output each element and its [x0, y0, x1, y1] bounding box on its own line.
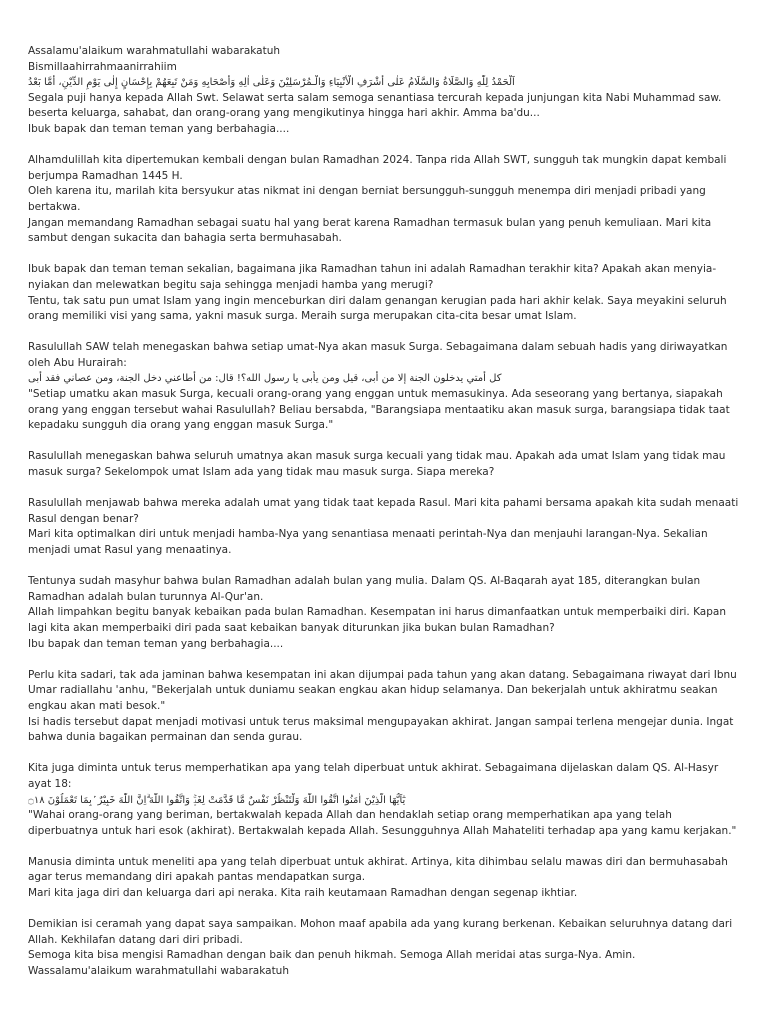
paragraph: [28, 917, 744, 979]
text-line: Oleh karena itu, marilah kita bersyukur atas nikmat ini dengan berniat bersungguh-sungguh menempa diri menjadi pribadi yang bertakwa.: [28, 185, 706, 213]
paragraph: [28, 761, 744, 839]
text-line: Demikian isi ceramah yang dapat saya sampaikan. Mohon maaf apabila ada yang kurang berkenan. Kebaikan seluruhnya datang dari Allah. Kekhilafan datang dari diri pribadi.: [28, 918, 733, 946]
paragraph: [28, 574, 744, 652]
text-line: Allah limpahkan begitu banyak kebaikan pada bulan Ramadhan. Kesempatan ini harus dimanfaatkan untuk memperbaiki diri. Kapan lagi kita akan memperbaiki diri pada saat kebaikan banyak diturunkan jika bukan bulan Ramadhan?: [28, 606, 726, 634]
text-line: "Setiap umatku akan masuk Surga, kecuali orang-orang yang enggan untuk memasukinya. Ada seseorang yang bertanya, siapakah orang yang enggan tersebut wahai Rasulullah? Beliau bersabda, "Barangsiapa mentaatiku akan masuk surga, barangsiapa tidak taat kepadaku sungguh dia orang yang enggan masuk Surga.": [28, 388, 730, 432]
text-line: Bismillaahirrahmaanirrahiim: [28, 60, 177, 73]
paragraph: [28, 262, 744, 324]
text-line: Tentu, tak satu pun umat Islam yang ingin menceburkan diri dalam genangan kerugian pada hari akhir kelak. Saya meyakini seluruh orang memiliki visi yang sama, yakni masuk surga. Meraih surga merupakan cita-cita besar umat Islam.: [28, 294, 727, 323]
document-body: [28, 44, 744, 995]
text-line: Segala puji hanya kepada Allah Swt. Selawat serta salam semoga senantiasa tercurah kepada junjungan kita Nabi Muhammad saw. beserta keluarga, sahabat, dan orang-orang yang mengikutinya hingga hari akhir. Amma ba'du...: [28, 91, 722, 120]
text-line: Assalamu'alaikum warahmatullahi wabarakatuh: [28, 45, 281, 57]
text-line: Jangan memandang Ramadhan sebagai suatu hal yang berat karena Ramadhan termasuk bulan yang penuh kemuliaan. Mari kita sambut dengan sukacita dan bahagia serta bermuhasabah.: [28, 216, 712, 245]
text-line: Alhamdulillah kita dipertemukan kembali dengan bulan Ramadhan 2024. Tanpa rida Allah SWT, sungguh tak mungkin dapat kembali berjumpa Ramadhan 1445 H.: [28, 154, 727, 182]
text-line: Isi hadis tersebut dapat menjadi motivasi untuk terus maksimal mengupayakan akhirat. Jangan sampai terlena mengejar dunia. Ingat bahwa dunia bagaikan permainan dan senda gurau.: [28, 715, 734, 744]
paragraph: [28, 855, 744, 902]
text-line: Mari kita jaga diri dan keluarga dari api neraka. Kita raih keutamaan Ramadhan dengan segenap ikhtiar.: [28, 887, 578, 900]
text-line: Rasulullah menegaskan bahwa seluruh umatnya akan masuk surga kecuali yang tidak mau. Apakah ada umat Islam yang tidak mau masuk surga? Sekelompok umat Islam ada yang tidak mau masuk surga. Siapa mereka?: [28, 450, 726, 479]
paragraph: [28, 44, 744, 138]
paragraph: [28, 668, 744, 746]
text-line: Ibuk bapak dan teman teman yang berbahagia....: [28, 122, 290, 135]
text-line: Manusia diminta untuk meneliti apa yang telah diperbuat untuk akhirat. Artinya, kita dihimbau selalu mawas diri dan bermuhasabah agar terus memandang diri apakah pantas mendapatkan surga.: [28, 855, 728, 884]
text-line: Tentunya sudah masyhur bahwa bulan Ramadhan adalah bulan yang mulia. Dalam QS. Al-Baqarah ayat 185, diterangkan bulan Ramadhan adalah bulan turunnya Al-Qur'an.: [28, 575, 701, 603]
paragraph: [28, 496, 744, 558]
text-line: Rasulullah menjawab bahwa mereka adalah umat yang tidak taat kepada Rasul. Mari kita pahami bersama apakah kita sudah menaati Rasul dengan benar?: [28, 497, 739, 525]
text-line: Ibu bapak dan teman teman yang berbahagia....: [28, 637, 284, 650]
text-line: Wassalamu'alaikum warahmatullahi wabarakatuh: [28, 965, 289, 978]
text-line: Semoga kita bisa mengisi Ramadhan dengan baik dan penuh hikmah. Semoga Allah meridai atas surga-Nya. Amin.: [28, 949, 636, 962]
paragraph: [28, 153, 744, 247]
text-line: Kita juga diminta untuk terus memperhatikan apa yang telah diperbuat untuk akhirat. Sebagaimana dijelaskan dalam QS. Al-Hasyr ayat 18:: [28, 762, 719, 790]
text-line: "Wahai orang-orang yang beriman, bertakwalah kepada Allah dan hendaklah setiap orang memperhatikan apa yang telah diperbuatnya untuk hari esok (akhirat). Bertakwalah kepada Allah. Sesungguhnya Allah Mahateliti terhadap apa yang kamu kerjakan.": [28, 809, 737, 837]
text-line: Mari kita optimalkan diri untuk menjadi hamba-Nya yang senantiasa menaati perintah-Nya dan menjauhi larangan-Nya. Sekalian menjadi umat Rasul yang menaatinya.: [28, 528, 708, 556]
arabic-text-line: يٰٓاَيُّهَا الَّذِيْنَ اٰمَنُوا اتَّقُوا اللّٰهَ وَلْتَنْظُرْ نَفْسٌ مَّا قَدَّمَتْ لِغَدٍۚ وَاتَّقُوا اللّٰهَ ۗاِنَّ اللّٰهَ خَبِيْرٌ ۢبِمَا تَعْمَلُوْنَ ۝١٨: [28, 794, 406, 806]
text-line: Rasulullah SAW telah menegaskan bahwa setiap umat-Nya akan masuk Surga. Sebagaimana dalam sebuah hadis yang diriwayatkan oleh Abu Hurairah:: [28, 341, 728, 369]
text-line: Perlu kita sadari, tak ada jaminan bahwa kesempatan ini akan dijumpai pada tahun yang akan datang. Sebagaimana riwayat dari Ibnu Umar radiallahu 'anhu, "Bekerjalah untuk duniamu seakan engkau akan hidup selamanya. Dan bekerjalah untuk akhiratmu seakan engkau akan mati besok.": [28, 668, 737, 712]
arabic-text-line: اَلْحَمْدُ لِلّٰهِ وَالصَّلَاةُ وَالسَّلَامُ عَلٰى أَشْرَفِ الْأَنْبِيَاءِ وَالْـمُرْسَلِيْنَ وَعَلٰى اٰلِهِ وَأَصْحَابِهِ وَمَنْ تَبِعَهُمْ بِإِحْسَانٍ إِلٰى يَوْمِ الدِّيْنِ، أَمَّا بَعْدُ: [28, 77, 515, 89]
arabic-text-line: كل أمتي يدخلون الجنة إلا من أبى، قيل ومن يأبى يا رسول الله؟! قال: من أطاعني دخل الجنة، ومن عصاني فقد أبى: [28, 373, 502, 385]
paragraph: [28, 449, 744, 480]
paragraph: [28, 340, 744, 434]
text-line: Ibuk bapak dan teman teman sekalian, bagaimana jika Ramadhan tahun ini adalah Ramadhan terakhir kita? Apakah akan menyia-nyiakan dan melewatkan begitu saja sehingga menjadi hamba yang merugi?: [28, 263, 717, 291]
